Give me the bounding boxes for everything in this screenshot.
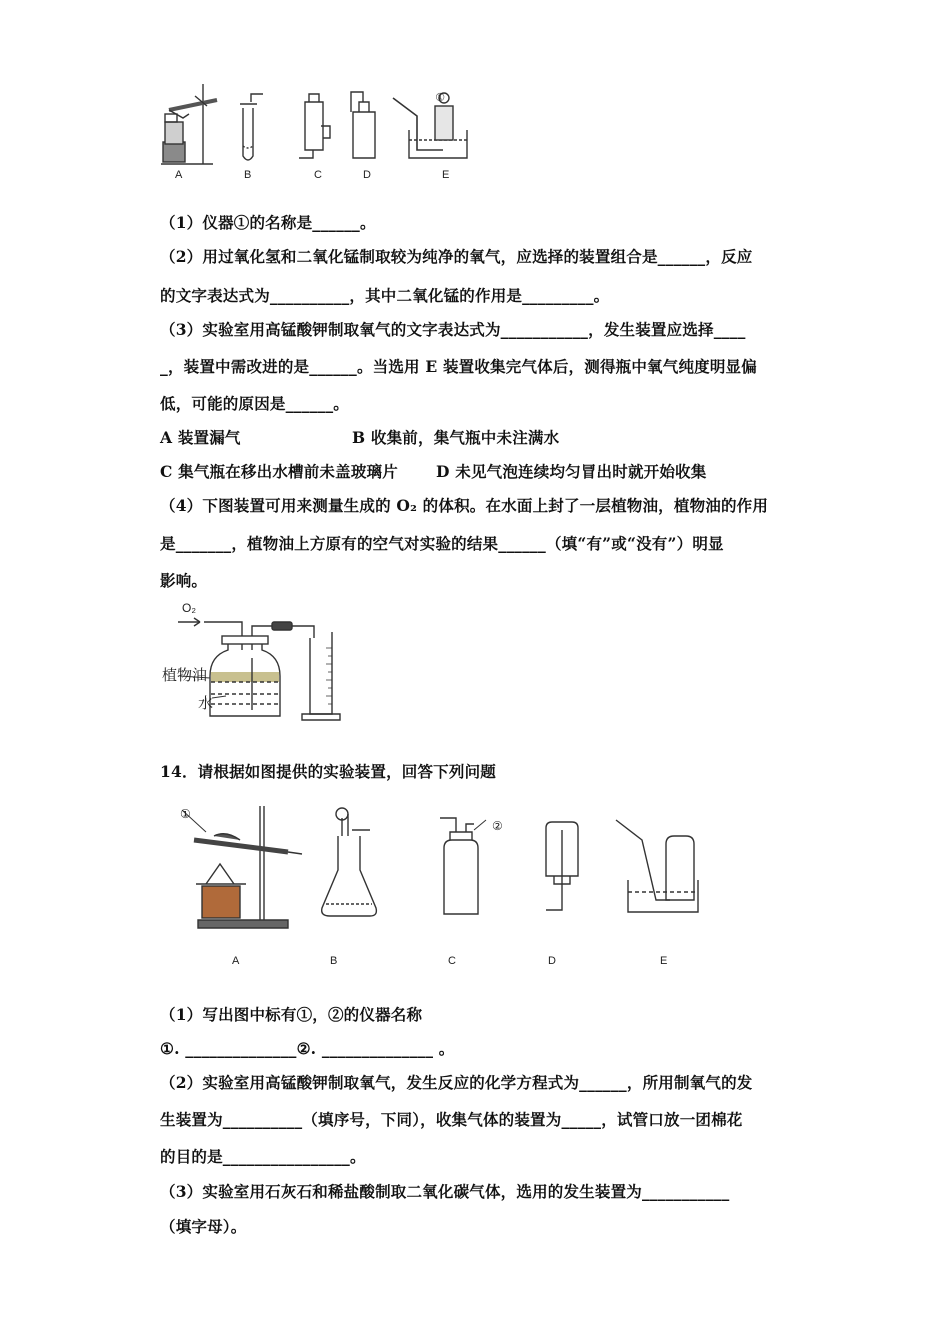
- label-a: A: [232, 955, 240, 967]
- top-apparatus-figure: [155, 72, 475, 184]
- label-b: B: [244, 169, 252, 181]
- marker-2: ②: [492, 819, 503, 833]
- label-a: A: [175, 169, 183, 181]
- q14-part2-line2: 生装置为__________（填序号，下同），收集气体的装置为_____，试管口放一团棉花: [160, 1110, 743, 1129]
- q13-part2-line1: （2）用过氧化氢和二氧化锰制取较为纯净的氧气，应选择的装置组合是______，反应: [160, 247, 753, 266]
- o2-label: O₂: [182, 601, 196, 615]
- apparatus-c-bottle: [299, 94, 330, 158]
- q13-part1: （1）仪器①的名称是______。: [160, 213, 376, 232]
- label-c: C: [448, 955, 456, 967]
- apparatus-c-bottle: [440, 818, 486, 914]
- oil-layer: [211, 672, 279, 682]
- apparatus-a-heating: [161, 84, 217, 164]
- q14-part2-line1: （2）实验室用高锰酸钾制取氧气，发生反应的化学方程式为______，所用制氧气的发: [160, 1073, 753, 1092]
- q13-part3-line2: _，装置中需改进的是______。当选用 E 装置收集完气体后，测得瓶中氧气纯度明显偏: [160, 357, 757, 376]
- oil-label: 植物油: [162, 666, 208, 684]
- q14-title: 14．请根据如图提供的实验装置，回答下列问题: [160, 762, 496, 781]
- option-b: B 收集前，集气瓶中未注满水: [352, 428, 560, 447]
- q14-part1-answer: ①. ______________②. ______________ 。: [160, 1039, 455, 1058]
- q13-part3-line3: 低，可能的原因是______。: [160, 394, 350, 413]
- apparatus-d-bottle: [546, 822, 578, 910]
- q14-part3-line2: （填字母）。: [160, 1217, 247, 1236]
- bottom-apparatus-figure: [170, 800, 710, 972]
- q14-part3-line1: （3）实验室用石灰石和稀盐酸制取二氧化碳气体，选用的发生装置为___________: [160, 1182, 730, 1201]
- marker-1: ①: [435, 92, 445, 104]
- label-d: D: [363, 169, 371, 181]
- q14-part1: （1）写出图中标有①，②的仪器名称: [160, 1005, 423, 1024]
- label-e: E: [660, 955, 668, 967]
- q13-part3-line1: （3）实验室用高锰酸钾制取氧气的文字表达式为___________，发生装置应选择____: [160, 320, 746, 339]
- apparatus-b-flask: [322, 808, 377, 916]
- graduated-cylinder: [310, 632, 332, 714]
- apparatus-a-heating: [182, 806, 302, 928]
- q13-part4-line1: （4）下图装置可用来测量生成的 O₂ 的体积。在水面上封了一层植物油，植物油的作用: [160, 496, 769, 515]
- apparatus-e-trough: [616, 820, 698, 912]
- q13-part2-line2: 的文字表达式为__________，其中二氧化锰的作用是_________。: [160, 286, 610, 305]
- label-c: C: [314, 169, 322, 181]
- label-b: B: [330, 955, 338, 967]
- option-c: C 集气瓶在移出水槽前未盖玻璃片: [160, 462, 398, 481]
- marker-1: ①: [180, 807, 191, 821]
- q13-part4-line3: 影响。: [160, 571, 208, 590]
- apparatus-b-test-tube: [240, 94, 263, 160]
- q14-part2-line3: 的目的是________________。: [160, 1147, 366, 1166]
- option-a: A 装置漏气: [160, 428, 241, 447]
- q13-part4-line2: 是_______，植物油上方原有的空气对实验的结果______（填“有”或“没有”）明显: [160, 534, 724, 553]
- label-e: E: [442, 169, 450, 181]
- apparatus-e-trough: [393, 93, 467, 158]
- apparatus-d-bottle: [351, 92, 375, 158]
- option-d: D 未见气泡连续均匀冒出时就开始收集: [436, 462, 707, 481]
- label-d: D: [548, 955, 556, 967]
- gas-measure-figure: [160, 598, 360, 726]
- water-label: 水: [198, 694, 214, 712]
